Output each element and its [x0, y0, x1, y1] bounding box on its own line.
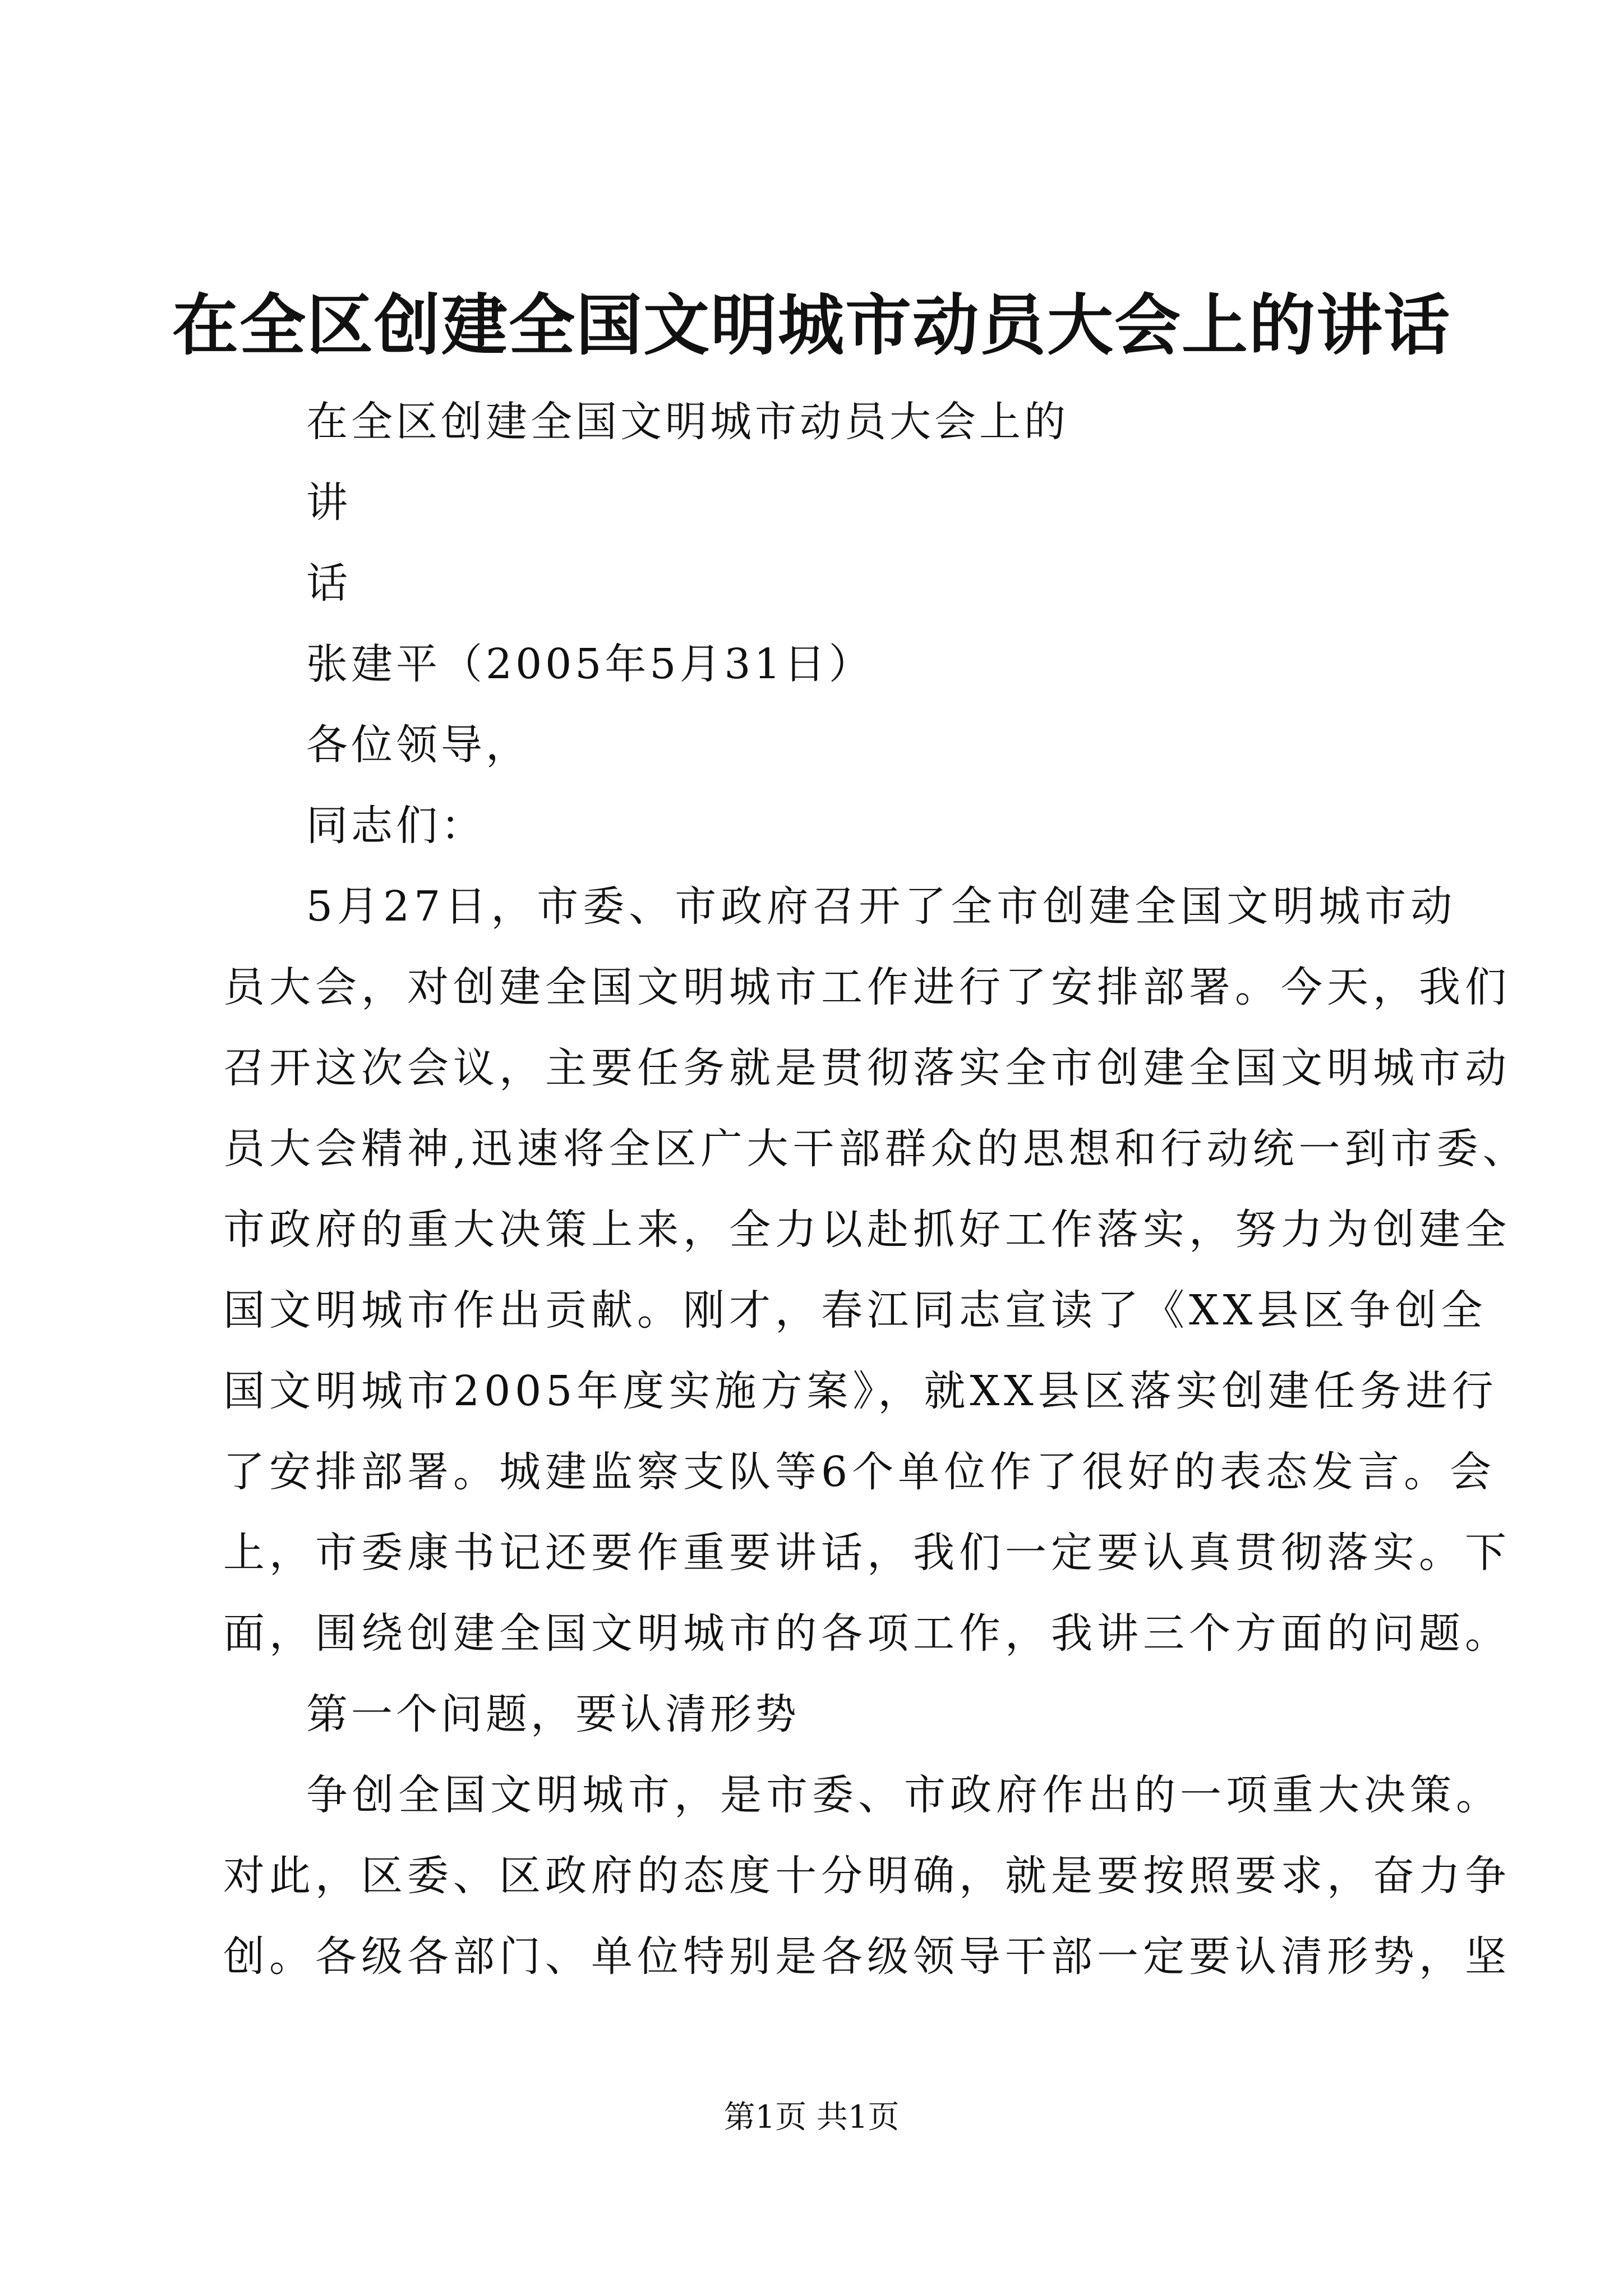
- text-line: 话: [306, 559, 351, 608]
- author-date-line: 张建平（2005年5月31日）: [306, 640, 874, 688]
- paragraph-line: 市政府的重大决策上来，全力以赴抓好工作落实，努力为创建全: [223, 1205, 1511, 1254]
- section-heading: 第一个问题，要认清形势: [306, 1690, 800, 1738]
- salutation-line: 同志们：: [306, 802, 486, 850]
- paragraph-line: 国文明城市2005年度实施方案》，就XX县区落实创建任务进行: [223, 1367, 1498, 1415]
- paragraph-line: 召开这次会议，主要任务就是贯彻落实全市创建全国文明城市动: [223, 1044, 1511, 1092]
- document-title: 在全区创建全国文明城市动员大会上的讲话: [172, 286, 1451, 364]
- salutation-line: 各位领导，: [306, 721, 531, 769]
- paragraph-line: 员大会，对创建全国文明城市工作进行了安排部署。今天，我们: [223, 963, 1511, 1011]
- paragraph-line: 员大会精神,迅速将全区广大干部群众的思想和行动统一到市委、: [223, 1125, 1529, 1173]
- paragraph-line: 争创全国文明城市，是市委、市政府作出的一项重大决策。: [306, 1771, 1502, 1819]
- paragraph-line: 5月27日，市委、市政府召开了全市创建全国文明城市动: [306, 882, 1457, 931]
- text-line: 在全区创建全国文明城市动员大会上的: [306, 398, 1069, 446]
- text-line: 讲: [306, 478, 351, 527]
- paragraph-line: 面，围绕创建全国文明城市的各项工作，我讲三个方面的问题。: [223, 1609, 1511, 1658]
- page-footer: 第1页 共1页: [723, 2099, 900, 2136]
- paragraph-line: 国文明城市作出贡献。刚才，春江同志宣读了《XX县区争创全: [223, 1286, 1487, 1335]
- document-body: [223, 381, 1529, 1997]
- paragraph-line: 创。各级各部门、单位特别是各级领导干部一定要认清形势，坚: [223, 1932, 1511, 1981]
- paragraph-line: 对此，区委、区政府的态度十分明确，就是要按照要求，奋力争: [223, 1852, 1511, 1900]
- paragraph-line: 上，市委康书记还要作重要讲话，我们一定要认真贯彻落实。下: [223, 1529, 1511, 1577]
- paragraph-line: 了安排部署。城建监察支队等6个单位作了很好的表态发言。会: [223, 1448, 1496, 1496]
